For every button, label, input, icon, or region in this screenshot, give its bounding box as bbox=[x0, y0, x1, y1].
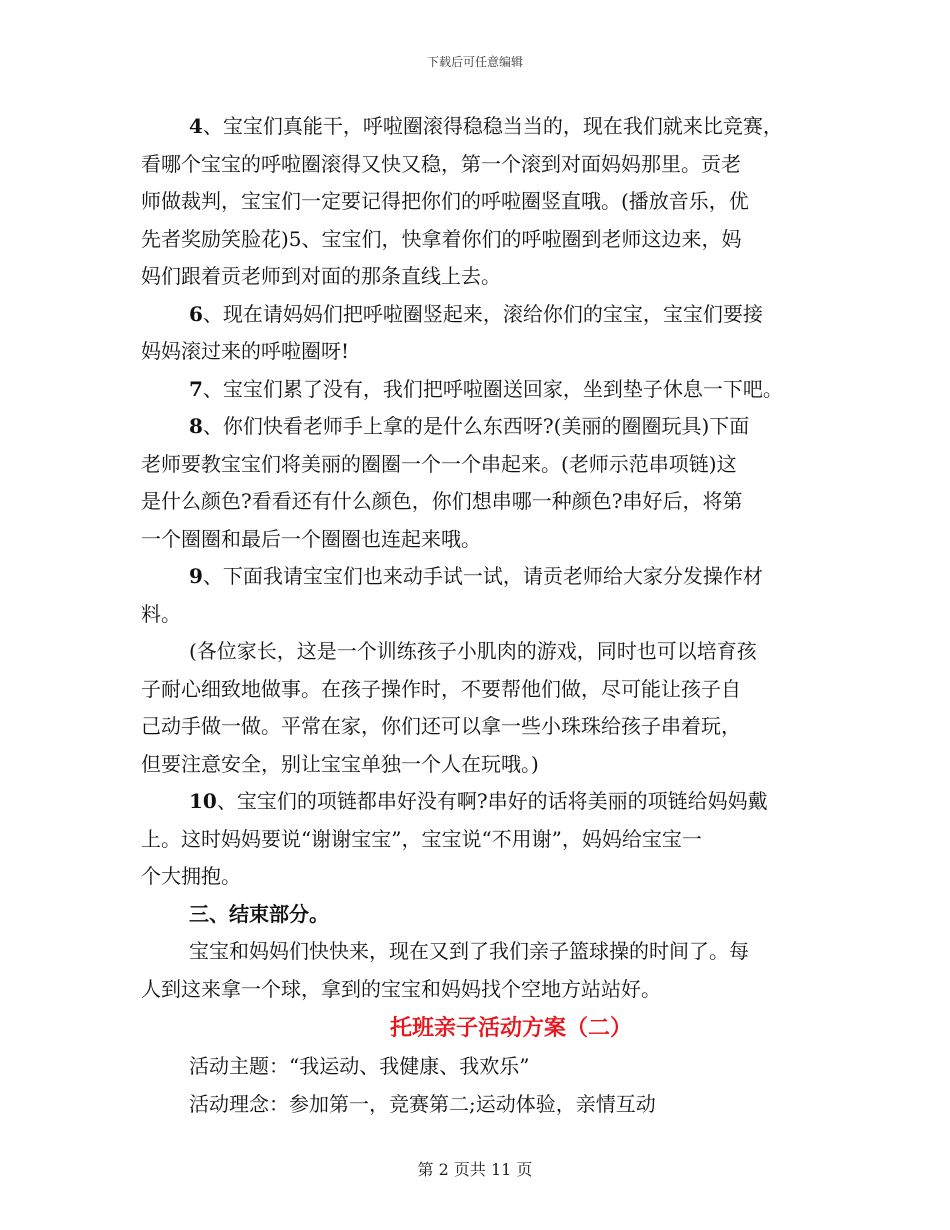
paragraph-list bbox=[141, 108, 821, 896]
paragraph-line bbox=[141, 408, 821, 446]
paragraph bbox=[141, 783, 821, 896]
paragraph-line bbox=[141, 333, 821, 371]
line-text: 子耐心细致地做事。在孩子操作时，不要帮他们做，尽可能让孩子自 bbox=[141, 676, 741, 701]
paragraph-line bbox=[141, 221, 821, 259]
document-title: 托班亲子活动方案（二） bbox=[389, 1015, 632, 1041]
line-text: 、下面我请宝宝们也来动手试一试，请贡老师给大家分发操作材 bbox=[202, 564, 763, 588]
line-text: 、现在请妈妈们把呼啦圈竖起来，滚给你们的宝宝，宝宝们要接 bbox=[202, 301, 763, 326]
line-text: 但要注意安全，别让宝宝单独一个人在玩哦。) bbox=[141, 751, 539, 776]
closing-paragraph bbox=[141, 933, 821, 1008]
paragraph-line bbox=[141, 746, 821, 784]
item-number: 8 bbox=[189, 414, 203, 438]
paragraph-line bbox=[141, 371, 821, 409]
paragraph-line bbox=[141, 446, 821, 484]
item-number: 7 bbox=[189, 376, 203, 401]
paragraph-line bbox=[141, 671, 821, 709]
paragraph-line bbox=[141, 858, 821, 896]
paragraph-line bbox=[141, 971, 821, 1009]
line-text: 看哪个宝宝的呼啦圈滚得又快又稳，第一个滚到对面妈妈那里。贡老 bbox=[141, 151, 741, 176]
line-text: 上。这时妈妈要说“谢谢宝宝”，宝宝说“不用谢”，妈妈给宝宝一 bbox=[141, 826, 702, 851]
line-text: 、宝宝们的项链都串好没有啊?串好的话将美丽的项链给妈妈戴 bbox=[216, 789, 768, 813]
paragraph-line bbox=[141, 558, 821, 596]
line-text: 妈们跟着贡老师到对面的那条直线上去。 bbox=[141, 264, 501, 288]
paragraph-line bbox=[141, 483, 821, 521]
page-header: 下载后可任意编辑 bbox=[426, 55, 523, 69]
paragraph-line bbox=[141, 258, 821, 296]
paragraph-line bbox=[141, 821, 821, 859]
line-text: 人到这来拿一个球，拿到的宝宝和妈妈找个空地方站站好。 bbox=[141, 976, 661, 1001]
line-text: 己动手做一做。平常在家，你们还可以拿一些小珠珠给孩子串着玩， bbox=[141, 714, 741, 738]
page-footer: 第 2 页共 11 页 bbox=[417, 1160, 533, 1179]
paragraph-line bbox=[141, 108, 821, 146]
item-number: 6 bbox=[189, 301, 203, 326]
line-text: (各位家长，这是一个训练孩子小肌肉的游戏，同时也可以培育孩 bbox=[189, 639, 757, 663]
line-text: 老师要教宝宝们将美丽的圈圈一个一个串起来。(老师示范串项链)这 bbox=[141, 451, 737, 476]
line-text: 、宝宝们累了没有，我们把呼啦圈送回家，坐到垫子休息一下吧。 bbox=[202, 376, 783, 401]
line-text: 料。 bbox=[141, 601, 181, 626]
section-heading bbox=[141, 896, 821, 934]
paragraph bbox=[141, 558, 821, 633]
line-text: 师做裁判，宝宝们一定要记得把你们的呼啦圈竖直哦。(播放音乐，优 bbox=[141, 189, 749, 213]
item-number: 10 bbox=[189, 789, 217, 813]
paragraph-line bbox=[141, 783, 821, 821]
item-number: 4 bbox=[189, 114, 203, 138]
paragraph-line bbox=[141, 633, 821, 671]
item-number: 9 bbox=[189, 564, 203, 588]
paragraph-line bbox=[141, 183, 821, 221]
paragraph-line bbox=[141, 596, 821, 634]
activity-info bbox=[141, 1048, 821, 1123]
line-text: 先者奖励笑脸花)5、宝宝们，快拿着你们的呼啦圈到老师这边来，妈 bbox=[141, 226, 742, 251]
line-text: 宝宝和妈妈们快快来，现在又到了我们亲子篮球操的时间了。每 bbox=[189, 939, 749, 963]
line-text: 、你们快看老师手上拿的是什么东西呀?(美丽的圈圈玩具)下面 bbox=[202, 414, 750, 438]
line-text: 一个圈圈和最后一个圈圈也连起来哦。 bbox=[141, 526, 481, 551]
paragraph-line bbox=[141, 296, 821, 334]
line-text: 妈妈滚过来的呼啦圈呀! bbox=[141, 339, 350, 363]
activity-concept: 活动理念：参加第一，竞赛第二;运动体验，亲情互动 bbox=[189, 1091, 656, 1116]
activity-theme: 活动主题：“我运动、我健康、我欢乐” bbox=[189, 1054, 530, 1078]
section-heading-text: 三、结束部分。 bbox=[189, 901, 329, 926]
paragraph-line bbox=[141, 708, 821, 746]
paragraph bbox=[141, 408, 821, 558]
line-text: 个大拥抱。 bbox=[141, 864, 241, 888]
paragraph-line bbox=[141, 146, 821, 184]
line-text: 、宝宝们真能干，呼啦圈滚得稳稳当当的，现在我们就来比竞赛， bbox=[202, 114, 783, 138]
line-text: 是什么颜色?看看还有什么颜色，你们想串哪一种颜色?串好后，将第 bbox=[141, 489, 743, 513]
paragraph bbox=[141, 633, 821, 783]
paragraph-line bbox=[141, 521, 821, 559]
paragraph bbox=[141, 371, 821, 409]
paragraph-line bbox=[141, 933, 821, 971]
document-body bbox=[141, 108, 821, 1123]
paragraph bbox=[141, 296, 821, 371]
paragraph bbox=[141, 108, 821, 296]
